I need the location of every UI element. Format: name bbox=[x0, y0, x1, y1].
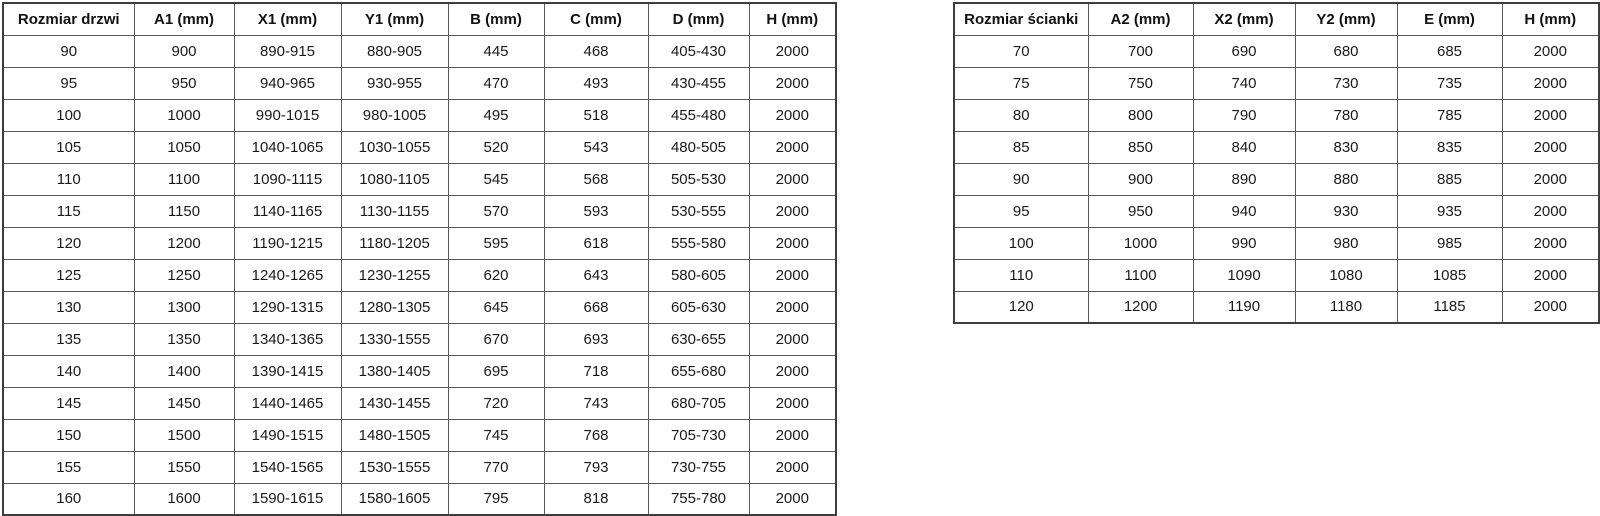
cell: 1150 bbox=[134, 195, 234, 227]
table-row bbox=[954, 227, 1599, 259]
cell: 990 bbox=[1193, 227, 1295, 259]
cell: 900 bbox=[134, 35, 234, 67]
cell: 2000 bbox=[749, 67, 836, 99]
cell: 125 bbox=[3, 259, 134, 291]
cell: 668 bbox=[544, 291, 648, 323]
header-row bbox=[3, 3, 836, 35]
cell: 1540-1565 bbox=[234, 451, 341, 483]
cell: 430-455 bbox=[648, 67, 749, 99]
table-row bbox=[3, 227, 836, 259]
cell: 1200 bbox=[134, 227, 234, 259]
cell: 645 bbox=[448, 291, 544, 323]
table-row bbox=[3, 259, 836, 291]
table-row bbox=[3, 131, 836, 163]
table-row bbox=[3, 35, 836, 67]
cell: 2000 bbox=[1502, 195, 1599, 227]
cell: 670 bbox=[448, 323, 544, 355]
cell: 570 bbox=[448, 195, 544, 227]
cell: 930 bbox=[1295, 195, 1397, 227]
cell: 493 bbox=[544, 67, 648, 99]
cell: 1330-1555 bbox=[341, 323, 448, 355]
cell: 105 bbox=[3, 131, 134, 163]
table-row bbox=[954, 163, 1599, 195]
cell: 990-1015 bbox=[234, 99, 341, 131]
table-row bbox=[3, 67, 836, 99]
cell: 445 bbox=[448, 35, 544, 67]
cell: 768 bbox=[544, 419, 648, 451]
cell: 120 bbox=[3, 227, 134, 259]
cell: 455-480 bbox=[648, 99, 749, 131]
cell: 680 bbox=[1295, 35, 1397, 67]
cell: 1000 bbox=[1088, 227, 1193, 259]
cell: 160 bbox=[3, 483, 134, 515]
cell: 80 bbox=[954, 99, 1088, 131]
cell: 70 bbox=[954, 35, 1088, 67]
header-cell: C (mm) bbox=[544, 3, 648, 35]
cell: 110 bbox=[3, 163, 134, 195]
cell: 985 bbox=[1397, 227, 1502, 259]
cell: 1100 bbox=[1088, 259, 1193, 291]
cell: 1030-1055 bbox=[341, 131, 448, 163]
cell: 405-430 bbox=[648, 35, 749, 67]
cell: 1090 bbox=[1193, 259, 1295, 291]
header-cell: A1 (mm) bbox=[134, 3, 234, 35]
table-row bbox=[3, 483, 836, 515]
table-row bbox=[3, 163, 836, 195]
cell: 2000 bbox=[1502, 35, 1599, 67]
cell: 718 bbox=[544, 355, 648, 387]
cell: 1440-1465 bbox=[234, 387, 341, 419]
table-row bbox=[3, 419, 836, 451]
cell: 2000 bbox=[749, 355, 836, 387]
cell: 980 bbox=[1295, 227, 1397, 259]
cell: 655-680 bbox=[648, 355, 749, 387]
cell: 730-755 bbox=[648, 451, 749, 483]
cell: 900 bbox=[1088, 163, 1193, 195]
cell: 1280-1305 bbox=[341, 291, 448, 323]
cell: 780 bbox=[1295, 99, 1397, 131]
cell: 2000 bbox=[1502, 67, 1599, 99]
cell: 1185 bbox=[1397, 291, 1502, 323]
cell: 1340-1365 bbox=[234, 323, 341, 355]
cell: 2000 bbox=[749, 163, 836, 195]
table-row bbox=[3, 323, 836, 355]
cell: 605-630 bbox=[648, 291, 749, 323]
cell: 1350 bbox=[134, 323, 234, 355]
header-cell: D (mm) bbox=[648, 3, 749, 35]
cell: 520 bbox=[448, 131, 544, 163]
table-row bbox=[954, 35, 1599, 67]
cell: 1040-1065 bbox=[234, 131, 341, 163]
header-cell: H (mm) bbox=[749, 3, 836, 35]
cell: 720 bbox=[448, 387, 544, 419]
cell: 1080 bbox=[1295, 259, 1397, 291]
cell: 800 bbox=[1088, 99, 1193, 131]
cell: 545 bbox=[448, 163, 544, 195]
header-cell: E (mm) bbox=[1397, 3, 1502, 35]
cell: 890-915 bbox=[234, 35, 341, 67]
cell: 1490-1515 bbox=[234, 419, 341, 451]
header-row bbox=[954, 3, 1599, 35]
cell: 980-1005 bbox=[341, 99, 448, 131]
cell: 1000 bbox=[134, 99, 234, 131]
cell: 885 bbox=[1397, 163, 1502, 195]
cell: 1300 bbox=[134, 291, 234, 323]
cell: 530-555 bbox=[648, 195, 749, 227]
cell: 1580-1605 bbox=[341, 483, 448, 515]
cell: 543 bbox=[544, 131, 648, 163]
cell: 620 bbox=[448, 259, 544, 291]
cell: 693 bbox=[544, 323, 648, 355]
cell: 85 bbox=[954, 131, 1088, 163]
cell: 505-530 bbox=[648, 163, 749, 195]
cell: 95 bbox=[954, 195, 1088, 227]
table-row bbox=[3, 451, 836, 483]
cell: 835 bbox=[1397, 131, 1502, 163]
cell: 1190 bbox=[1193, 291, 1295, 323]
cell: 145 bbox=[3, 387, 134, 419]
cell: 935 bbox=[1397, 195, 1502, 227]
cell: 630-655 bbox=[648, 323, 749, 355]
cell: 1240-1265 bbox=[234, 259, 341, 291]
cell: 2000 bbox=[749, 291, 836, 323]
cell: 2000 bbox=[749, 419, 836, 451]
cell: 700 bbox=[1088, 35, 1193, 67]
cell: 793 bbox=[544, 451, 648, 483]
cell: 90 bbox=[954, 163, 1088, 195]
cell: 1600 bbox=[134, 483, 234, 515]
cell: 2000 bbox=[749, 131, 836, 163]
cell: 785 bbox=[1397, 99, 1502, 131]
cell: 1450 bbox=[134, 387, 234, 419]
cell: 2000 bbox=[749, 35, 836, 67]
cell: 120 bbox=[954, 291, 1088, 323]
header-cell: X2 (mm) bbox=[1193, 3, 1295, 35]
cell: 100 bbox=[954, 227, 1088, 259]
cell: 150 bbox=[3, 419, 134, 451]
cell: 1400 bbox=[134, 355, 234, 387]
cell: 740 bbox=[1193, 67, 1295, 99]
cell: 770 bbox=[448, 451, 544, 483]
cell: 1085 bbox=[1397, 259, 1502, 291]
cell: 2000 bbox=[1502, 291, 1599, 323]
cell: 685 bbox=[1397, 35, 1502, 67]
cell: 595 bbox=[448, 227, 544, 259]
header-cell: B (mm) bbox=[448, 3, 544, 35]
header-cell: A2 (mm) bbox=[1088, 3, 1193, 35]
table-row bbox=[3, 355, 836, 387]
cell: 730 bbox=[1295, 67, 1397, 99]
cell: 155 bbox=[3, 451, 134, 483]
cell: 1430-1455 bbox=[341, 387, 448, 419]
cell: 2000 bbox=[749, 259, 836, 291]
cell: 1380-1405 bbox=[341, 355, 448, 387]
cell: 555-580 bbox=[648, 227, 749, 259]
table-row bbox=[954, 131, 1599, 163]
cell: 518 bbox=[544, 99, 648, 131]
cell: 2000 bbox=[1502, 163, 1599, 195]
cell: 680-705 bbox=[648, 387, 749, 419]
header-cell: Rozmiar drzwi bbox=[3, 3, 134, 35]
cell: 480-505 bbox=[648, 131, 749, 163]
header-cell: X1 (mm) bbox=[234, 3, 341, 35]
cell: 1180-1205 bbox=[341, 227, 448, 259]
table-row bbox=[3, 387, 836, 419]
cell: 568 bbox=[544, 163, 648, 195]
cell: 1530-1555 bbox=[341, 451, 448, 483]
cell: 880 bbox=[1295, 163, 1397, 195]
cell: 1200 bbox=[1088, 291, 1193, 323]
cell: 2000 bbox=[749, 387, 836, 419]
cell: 795 bbox=[448, 483, 544, 515]
cell: 2000 bbox=[749, 323, 836, 355]
cell: 850 bbox=[1088, 131, 1193, 163]
cell: 880-905 bbox=[341, 35, 448, 67]
table-row bbox=[954, 259, 1599, 291]
cell: 930-955 bbox=[341, 67, 448, 99]
cell: 2000 bbox=[1502, 227, 1599, 259]
cell: 940 bbox=[1193, 195, 1295, 227]
cell: 593 bbox=[544, 195, 648, 227]
cell: 468 bbox=[544, 35, 648, 67]
cell: 2000 bbox=[749, 451, 836, 483]
cell: 100 bbox=[3, 99, 134, 131]
cell: 1100 bbox=[134, 163, 234, 195]
cell: 95 bbox=[3, 67, 134, 99]
cell: 2000 bbox=[1502, 259, 1599, 291]
cell: 940-965 bbox=[234, 67, 341, 99]
cell: 2000 bbox=[1502, 131, 1599, 163]
cell: 735 bbox=[1397, 67, 1502, 99]
cell: 90 bbox=[3, 35, 134, 67]
cell: 743 bbox=[544, 387, 648, 419]
table-row bbox=[954, 67, 1599, 99]
cell: 890 bbox=[1193, 163, 1295, 195]
cell: 818 bbox=[544, 483, 648, 515]
cell: 130 bbox=[3, 291, 134, 323]
cell: 1390-1415 bbox=[234, 355, 341, 387]
table-row bbox=[3, 195, 836, 227]
cell: 580-605 bbox=[648, 259, 749, 291]
cell: 695 bbox=[448, 355, 544, 387]
cell: 1230-1255 bbox=[341, 259, 448, 291]
cell: 618 bbox=[544, 227, 648, 259]
cell: 135 bbox=[3, 323, 134, 355]
cell: 2000 bbox=[749, 195, 836, 227]
cell: 1180 bbox=[1295, 291, 1397, 323]
header-cell: Y2 (mm) bbox=[1295, 3, 1397, 35]
cell: 745 bbox=[448, 419, 544, 451]
cell: 690 bbox=[1193, 35, 1295, 67]
wall-panel-dimensions-table bbox=[953, 2, 1600, 324]
cell: 750 bbox=[1088, 67, 1193, 99]
cell: 790 bbox=[1193, 99, 1295, 131]
cell: 1290-1315 bbox=[234, 291, 341, 323]
table-row bbox=[3, 99, 836, 131]
cell: 1050 bbox=[134, 131, 234, 163]
header-cell: Rozmiar ścianki bbox=[954, 3, 1088, 35]
cell: 2000 bbox=[749, 99, 836, 131]
cell: 1500 bbox=[134, 419, 234, 451]
cell: 115 bbox=[3, 195, 134, 227]
cell: 830 bbox=[1295, 131, 1397, 163]
cell: 705-730 bbox=[648, 419, 749, 451]
table-row bbox=[3, 291, 836, 323]
cell: 950 bbox=[134, 67, 234, 99]
cell: 470 bbox=[448, 67, 544, 99]
cell: 140 bbox=[3, 355, 134, 387]
cell: 1080-1105 bbox=[341, 163, 448, 195]
cell: 950 bbox=[1088, 195, 1193, 227]
cell: 1550 bbox=[134, 451, 234, 483]
cell: 2000 bbox=[749, 227, 836, 259]
cell: 2000 bbox=[1502, 99, 1599, 131]
doors-dimensions-table bbox=[2, 2, 837, 516]
table-row bbox=[954, 195, 1599, 227]
header-cell: Y1 (mm) bbox=[341, 3, 448, 35]
cell: 1090-1115 bbox=[234, 163, 341, 195]
cell: 1140-1165 bbox=[234, 195, 341, 227]
cell: 1190-1215 bbox=[234, 227, 341, 259]
header-cell: H (mm) bbox=[1502, 3, 1599, 35]
cell: 495 bbox=[448, 99, 544, 131]
cell: 110 bbox=[954, 259, 1088, 291]
cell: 1480-1505 bbox=[341, 419, 448, 451]
cell: 2000 bbox=[749, 483, 836, 515]
cell: 1250 bbox=[134, 259, 234, 291]
cell: 75 bbox=[954, 67, 1088, 99]
cell: 643 bbox=[544, 259, 648, 291]
cell: 840 bbox=[1193, 131, 1295, 163]
cell: 1130-1155 bbox=[341, 195, 448, 227]
table-row bbox=[954, 291, 1599, 323]
cell: 755-780 bbox=[648, 483, 749, 515]
table-row bbox=[954, 99, 1599, 131]
cell: 1590-1615 bbox=[234, 483, 341, 515]
